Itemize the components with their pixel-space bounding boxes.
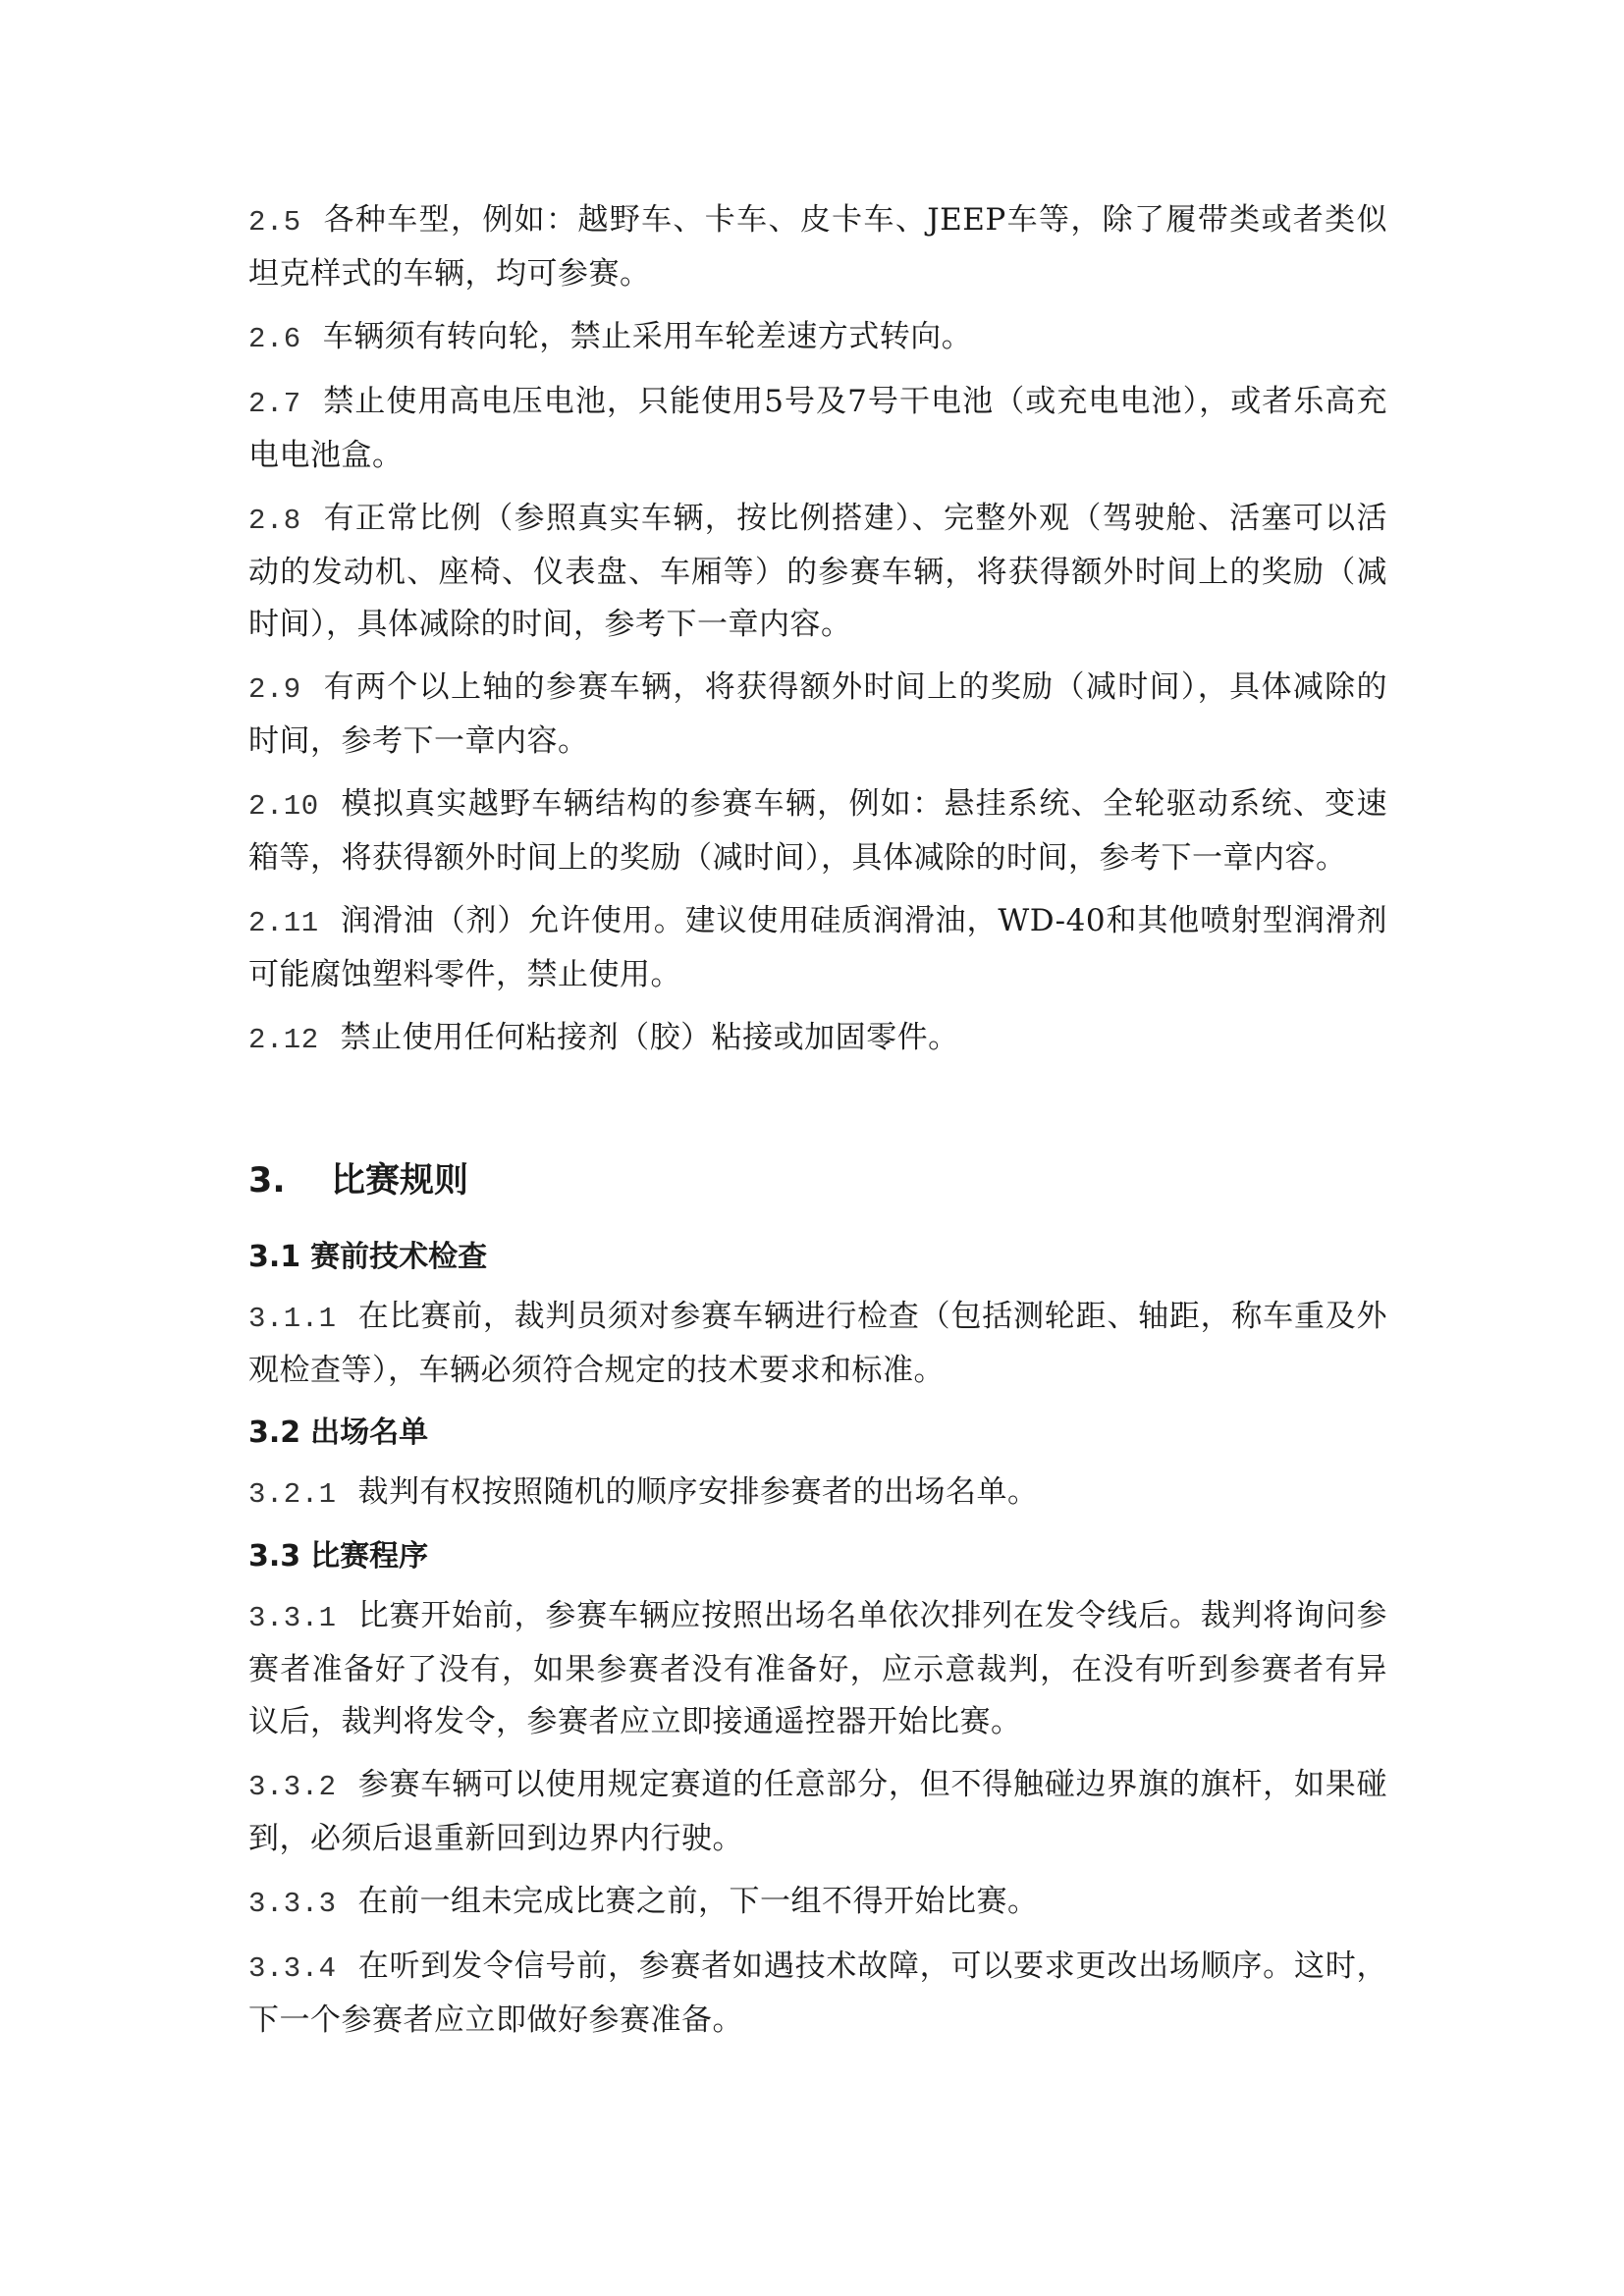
item-text: 润滑油（剂）允许使用。建议使用硅质润滑油，WD-40和其他喷射型润滑剂可能腐蚀塑料零件，禁止使用。 (248, 903, 1387, 992)
rule-item-2-8 (248, 493, 1387, 651)
rule-item-3-3-3 (248, 1876, 1387, 1930)
subsection-heading-3-2 (248, 1408, 1387, 1459)
item-text: 车辆须有转向轮，禁止采用车轮差速方式转向。 (322, 319, 973, 354)
item-number: 2.6 (248, 323, 301, 355)
rule-item-3-3-2 (248, 1759, 1387, 1865)
rule-item-2-11 (248, 895, 1387, 1001)
rule-item-2-7 (248, 376, 1387, 482)
rule-item-3-3-1 (248, 1590, 1387, 1748)
item-number: 3.3.1 (248, 1602, 337, 1634)
rule-item-2-10 (248, 778, 1387, 884)
item-number: 3.3.4 (248, 1952, 337, 1985)
item-text: 参赛车辆可以使用规定赛道的任意部分，但不得触碰边界旗的旗杆，如果碰到，必须后退重新回到边界内行驶。 (248, 1767, 1387, 1856)
item-text: 有正常比例（参照真实车辆，按比例搭建）、完整外观（驾驶舱、活塞可以活动的发动机、座椅、仪表盘、车厢等）的参赛车辆，将获得额外时间上的奖励（减时间），具体减除的时间，参考下一章内容。 (248, 501, 1387, 642)
item-text: 在听到发令信号前，参赛者如遇技术故障，可以要求更改出场顺序。这时，下一个参赛者应立即做好参赛准备。 (248, 1949, 1387, 2038)
item-text: 在比赛前，裁判员须对参赛车辆进行检查（包括测轮距、轴距，称车重及外观检查等），车辆必须符合规定的技术要求和标准。 (248, 1299, 1387, 1388)
item-text: 裁判有权按照随机的顺序安排参赛者的出场名单。 (357, 1474, 1039, 1510)
subsection-title: 出场名单 (310, 1415, 429, 1450)
item-text: 禁止使用任何粘接剂（胶）粘接或加固零件。 (340, 1020, 959, 1055)
item-number: 3.1.1 (248, 1303, 337, 1335)
rule-item-3-2-1 (248, 1467, 1387, 1521)
item-number: 2.11 (248, 907, 319, 939)
rule-item-2-12 (248, 1012, 1387, 1066)
item-number: 2.5 (248, 206, 301, 239)
section-heading-3 (248, 1151, 1387, 1210)
item-text: 在前一组未完成比赛之前，下一组不得开始比赛。 (357, 1884, 1039, 1919)
section-number: 3. (248, 1161, 286, 1201)
item-number: 3.3.3 (248, 1888, 337, 1920)
item-text: 比赛开始前，参赛车辆应按照出场名单依次排列在发令线后。裁判将询问参赛者准备好了没有，如果参赛者没有准备好，应示意裁判，在没有听到参赛者有异议后，裁判将发令，参赛者应立即接通遥控器开始比赛。 (248, 1598, 1387, 1739)
subsection-title: 比赛程序 (310, 1539, 429, 1574)
item-number: 3.2.1 (248, 1478, 337, 1511)
item-number: 2.9 (248, 673, 301, 706)
rule-item-2-6 (248, 311, 1387, 365)
subsection-heading-3-3 (248, 1531, 1387, 1582)
subsection-number: 3.2 (248, 1415, 301, 1450)
item-text: 有两个以上轴的参赛车辆，将获得额外时间上的奖励（减时间），具体减除的时间，参考下一章内容。 (248, 669, 1387, 759)
document-page (248, 194, 1387, 2057)
item-number: 2.8 (248, 505, 301, 537)
subsection-heading-3-1 (248, 1232, 1387, 1283)
item-text: 各种车型，例如：越野车、卡车、皮卡车、JEEP车等，除了履带类或者类似坦克样式的车辆，均可参赛。 (248, 202, 1387, 292)
rule-item-3-1-1 (248, 1291, 1387, 1397)
item-number: 3.3.2 (248, 1771, 337, 1803)
section-title: 比赛规则 (331, 1161, 469, 1201)
item-number: 2.12 (248, 1024, 319, 1056)
item-text: 模拟真实越野车辆结构的参赛车辆，例如：悬挂系统、全轮驱动系统、变速箱等，将获得额外时间上的奖励（减时间），具体减除的时间，参考下一章内容。 (248, 786, 1387, 876)
item-text: 禁止使用高电压电池，只能使用5号及7号干电池（或充电电池），或者乐高充电电池盒。 (248, 384, 1387, 473)
subsection-number: 3.1 (248, 1240, 301, 1274)
rule-item-2-5 (248, 194, 1387, 300)
rule-item-2-9 (248, 662, 1387, 768)
subsection-number: 3.3 (248, 1539, 301, 1574)
item-number: 2.10 (248, 790, 319, 823)
subsection-title: 赛前技术检查 (310, 1240, 488, 1274)
rule-item-3-3-4 (248, 1941, 1387, 2047)
item-number: 2.7 (248, 388, 301, 420)
